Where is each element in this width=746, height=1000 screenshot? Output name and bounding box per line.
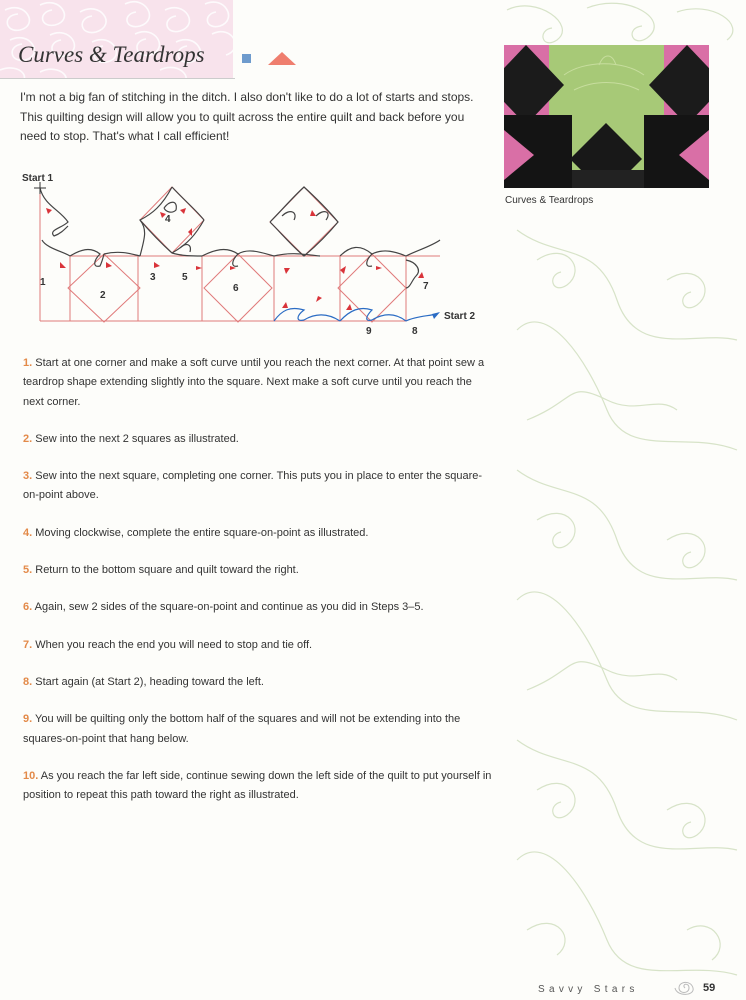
- step-number: 2.: [23, 432, 33, 445]
- step-item: [23, 430, 493, 449]
- step-label-6: 6: [233, 283, 239, 294]
- step-label-4: 4: [165, 214, 171, 225]
- step-number: 3.: [23, 470, 33, 483]
- step-number: 9.: [23, 713, 33, 726]
- blue-square-icon: [242, 54, 251, 63]
- steps-list: [23, 354, 493, 823]
- step-item: [23, 524, 493, 543]
- step-text: Again, sew 2 sides of the square-on-point and continue as you did in Steps 3–5.: [34, 601, 424, 614]
- step-text: You will be quilting only the bottom half of the squares and will not be extending into the squares-on-point that hang below.: [23, 713, 461, 745]
- quilt-photo: [504, 45, 709, 188]
- step-label-9: 9: [366, 326, 372, 337]
- footer-book-title: Savvy Stars: [538, 984, 639, 995]
- step-text: Sew into the next square, completing one corner. This puts you in place to enter the square-on-point above.: [23, 470, 483, 502]
- step-number: 6.: [23, 601, 33, 614]
- step-item: [23, 636, 493, 655]
- quilting-path-diagram: [20, 170, 490, 345]
- step-number: 10.: [23, 769, 39, 782]
- step-label-1: 1: [40, 277, 46, 288]
- step-number: 7.: [23, 638, 33, 651]
- step-text: When you reach the end you will need to stop and tie off.: [35, 638, 313, 651]
- title-rule: [0, 78, 235, 79]
- page-title: Curves & Teardrops: [18, 42, 205, 67]
- step-text: As you reach the far left side, continue sewing down the left side of the quilt to put yourself in position to repeat this path toward the right as illustrated.: [23, 769, 492, 802]
- coral-triangle-icon: [268, 52, 296, 65]
- intro-paragraph: I'm not a big fan of stitching in the ditch. I also don't like to do a lot of starts and stops. This quilting design will allow you to quilt across the entire quilt and back before you need to stop. That's what I call efficient!: [20, 90, 474, 143]
- step-item: [23, 710, 493, 749]
- step-text: Start at one corner and make a soft curve until you reach the next corner. At that point sew a teardrop shape extending slightly into the square. Next make a soft curve until you reach the next corner.: [23, 357, 485, 408]
- step-item: [23, 561, 493, 580]
- step-label-2: 2: [100, 290, 106, 301]
- step-label-5: 5: [182, 272, 188, 283]
- step-item: [23, 467, 493, 506]
- step-text: Start again (at Start 2), heading toward the left.: [35, 675, 264, 688]
- step-number: 4.: [23, 526, 33, 539]
- step-number: 8.: [23, 675, 33, 688]
- step-item: [23, 598, 493, 617]
- photo-caption: Curves & Teardrops: [505, 195, 594, 206]
- step-number: 1.: [23, 357, 33, 369]
- step-item: [23, 354, 493, 412]
- start-2-label: Start 2: [444, 311, 476, 322]
- rose-icon: [671, 978, 699, 998]
- step-number: 5.: [23, 564, 33, 577]
- start-1-label: Start 1: [22, 173, 54, 184]
- page-number: 59: [703, 982, 716, 994]
- step-label-3: 3: [150, 272, 156, 283]
- step-item: [23, 767, 493, 806]
- step-item: [23, 673, 493, 692]
- step-label-8: 8: [412, 326, 418, 337]
- step-text: Moving clockwise, complete the entire square-on-point as illustrated.: [35, 526, 369, 539]
- step-label-7: 7: [423, 281, 429, 292]
- step-text: Sew into the next 2 squares as illustrated.: [35, 432, 239, 445]
- step-text: Return to the bottom square and quilt toward the right.: [35, 564, 299, 577]
